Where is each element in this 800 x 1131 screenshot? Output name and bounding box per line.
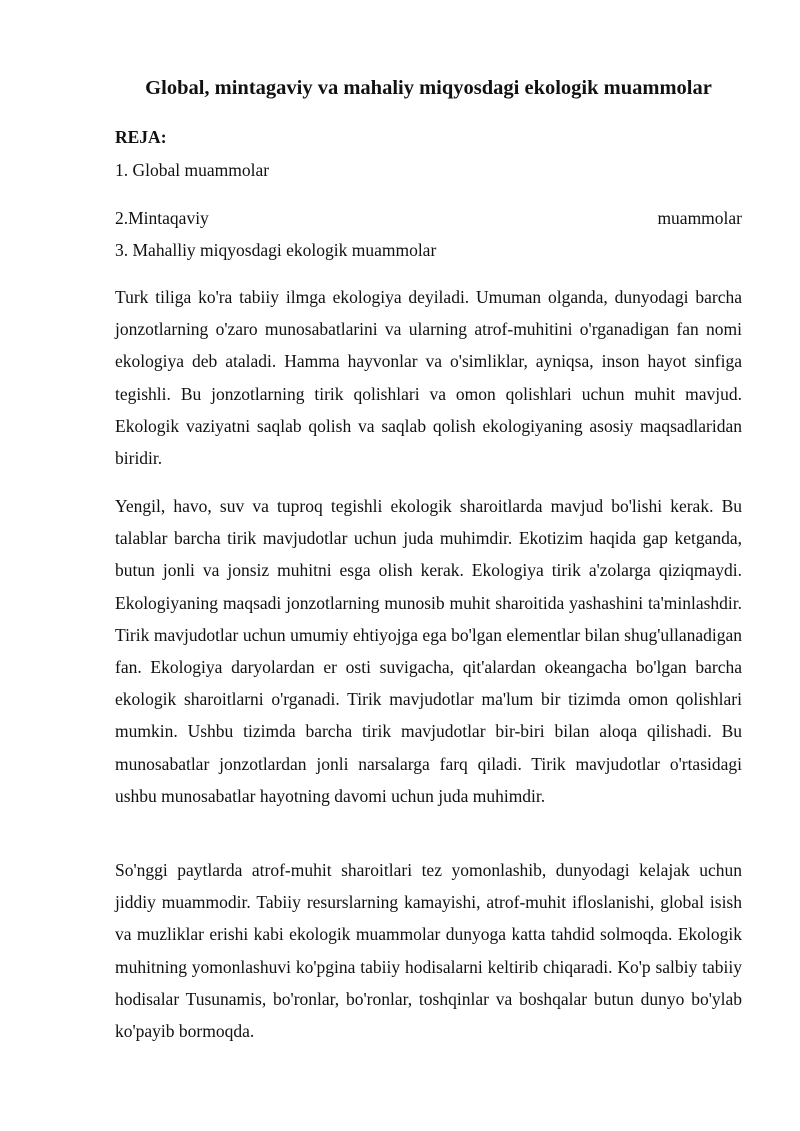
- paragraph-3: So'nggi paytlarda atrof-muhit sharoitlari tez yomonlashib, dunyodagi kelajak uchun jiddiy muammodir. Tabiiy resurslarning kamayishi, atrof-muhit ifloslanishi, global isish va muzliklar erishi kabi ekologik muammolar dunyoga katta tahdid solmoqda. Ekologik muhitning yomonlashuvi ko'pgina tabiiy hodisalarni keltirib chiqaradi. Ko'p salbiy tabiiy hodisalar Tusunamis, bo'ronlar, bo'ronlar, toshqinlar va boshqalar butun dunyo bo'ylab ko'payib bormoqda.: [115, 860, 742, 1042]
- paragraph-1: Turk tiliga ko'ra tabiiy ilmga ekologiya deyiladi. Umuman olganda, dunyodagi barcha jonzotlarning o'zaro munosabatlarini va ularning atrof-muhitini o'rganadigan fan nomi ekologiya deb ataladi. Hamma hayvonlar va o'simliklar, ayniqsa, inson hayot sinfiga tegishli. Bu jonzotlarning tirik qolishlari va omon qolishlari uchun muhit mavjud. Ekologik vaziyatni saqlab qolish va saqlab qolish ekologiyaning asosiy maqsadlaridan biridir.: [115, 287, 742, 469]
- plan-heading: REJA:: [115, 127, 167, 147]
- plan-item-2: [115, 205, 742, 231]
- plan-item-3: 3. Mahalliy miqyosdagi ekologik muammolar: [115, 240, 437, 260]
- page-title: Global, mintagaviy va mahaliy miqyosdagi ekologik muammolar: [145, 77, 712, 99]
- document-page: [115, 0, 742, 1131]
- plan-item-2-start: 2.Mintaqaviy: [115, 208, 209, 228]
- plan-item-1: 1. Global muammolar: [115, 160, 270, 180]
- paragraph-2: Yengil, havo, suv va tuproq tegishli ekologik sharoitlarda mavjud bo'lishi kerak. Bu talablar barcha tirik mavjudotlar uchun juda muhimdir. Ekotizim haqida gap ketganda, butun jonli va jonsiz muhitni esga olish kerak. Ekologiya tirik a'zolarga qiziqmaydi. Ekologiyaning maqsadi jonzotlarning munosib muhit sharoitida yashashini ta'minlashdir. Tirik mavjudotlar uchun umumiy ehtiyojga ega bo'lgan elementlar bilan shug'ullanadigan fan. Ekologiya daryolardan er osti suvigacha, qit'alardan okeangacha bo'lgan barcha ekologik sharoitlarni o'rganadi. Tirik mavjudotlar ma'lum bir tizimda omon qolishlari mumkin. Ushbu tizimda barcha tirik mavjudotlar bir-biri bilan aloqa qilishadi. Bu munosabatlar jonzotlardan jonli narsalarga farq qiladi. Tirik mavjudotlar o'rtasidagi ushbu munosabatlar hayotning davomi uchun juda muhimdir.: [115, 496, 742, 806]
- plan-item-2-end: muammolar: [657, 208, 742, 228]
